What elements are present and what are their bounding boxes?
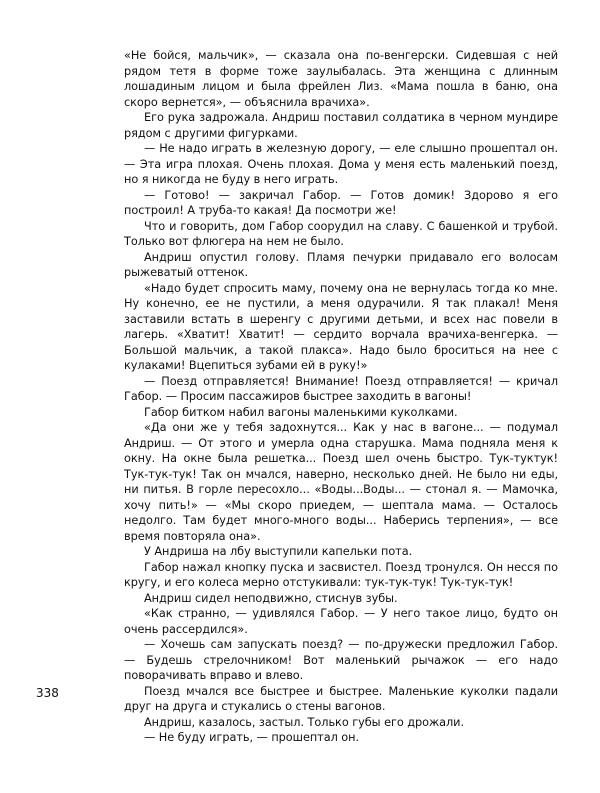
paragraph-18: — Не буду играть, — прошептал он. — [144, 731, 360, 744]
paragraph-17: Андриш, казалось, застыл. Только губы его дрожали. — [144, 715, 465, 729]
page-number: 338 — [36, 686, 59, 700]
paragraph-5: Что и говорить, дом Габор соорудил на славу. С башенкой и трубой. Только вот флюгера на нем не было. — [124, 219, 558, 248]
paragraph-6: Андриш опустил голову. Пламя печурки придавало его волосам рыжеватый оттенок. — [124, 250, 558, 279]
paragraph-16: Поезд мчался все быстрее и быстрее. Маленькие куколки падали друг на друга и стукались о стены вагонов. — [124, 684, 558, 713]
paragraph-7: «Надо будет спросить маму, почему она не вернулась тогда ко мне. Ну конечно, ее не пустили, а меня одурачили. Я так плакал! Меня заставили встать в шеренгу с другими детьми, и всех нас повели в лагерь. «Хватит! Хватит! — сердито ворчала врачиха-венгерка. — Большой мальчик, а такой плакса». Надо было броситься на нее с кулаками! Вцепиться зубами ей в руку!» — [124, 281, 558, 372]
paragraph-3: — Не надо играть в железную дорогу, — еле слышно прошептал он. — Эта игра плохая. Очень плохая. Дома у меня есть маленький поезд, но я никогда не буду в него играть. — [124, 142, 558, 186]
paragraph-9: Габор битком набил вагоны маленькими куколками. — [144, 405, 458, 419]
paragraph-2: Его рука задрожала. Андриш поставил солдатика в черном мундире рядом с другими фигурками. — [124, 111, 558, 140]
paragraph-11: У Андриша на лбу выступили капельки пота. — [144, 545, 413, 558]
paragraph-12: Габор нажал кнопку пуска и засвистел. Поезд тронулся. Он несся по кругу, и его колеса мерно отстукивали: тук-тук-тук! Тук-тук-тук! — [124, 560, 558, 589]
paragraph-1: «Не бойся, мальчик», — сказала она по-венгерски. Сидевшая с ней рядом тетя в форме тоже заулыбалась. Эта женщина с длинным лошадиным лицом и была фрейлен Лиз. «Мама пошла в баню, она скоро вернется», — объяснила врачиха». — [124, 49, 558, 109]
paragraph-10: «Да они же у тебя задохнутся... Как у нас в вагоне... — подумал Андриш. — От этого и умерла одна старушка. Мама подняла меня к окну. На окне была решетка... Поезд шел очень быстро. Тук-туктук! Тук-тук-тук! Так он мчался, наверно, несколько дней. Не было ни еды, ни питья. В горле пересохло... «Воды...Воды... — стонал я. — Мамочка, хочу пить!» — «Мы скоро приедем, — шептала мама. — Осталось недолго. Там будет много-много воды... Наберись терпения», — все время повторяла она». — [124, 421, 558, 543]
paragraph-8: — Поезд отправляется! Внимание! Поезд отправляется! — кричал Габор. — Просим пассажиров быстрее заходить в вагоны! — [124, 374, 558, 403]
text-column — [124, 48, 558, 746]
paragraph-4: — Готово! — закричал Габор. — Готов домик! Здорово я его построил! А труба-то какая! Да посмотри же! — [124, 188, 558, 217]
paragraph-14: «Как странно, — удивлялся Габор. — У него такое лицо, будто он очень рассердился». — [124, 607, 558, 636]
paragraph-13: Андриш сидел неподвижно, стиснув зубы. — [144, 591, 398, 605]
paragraph-15: — Хочешь сам запускать поезд? — по-дружески предложил Габор. — Будешь стрелочником! Вот маленький рычажок — его надо поворачивать вправо и влево. — [124, 638, 558, 682]
